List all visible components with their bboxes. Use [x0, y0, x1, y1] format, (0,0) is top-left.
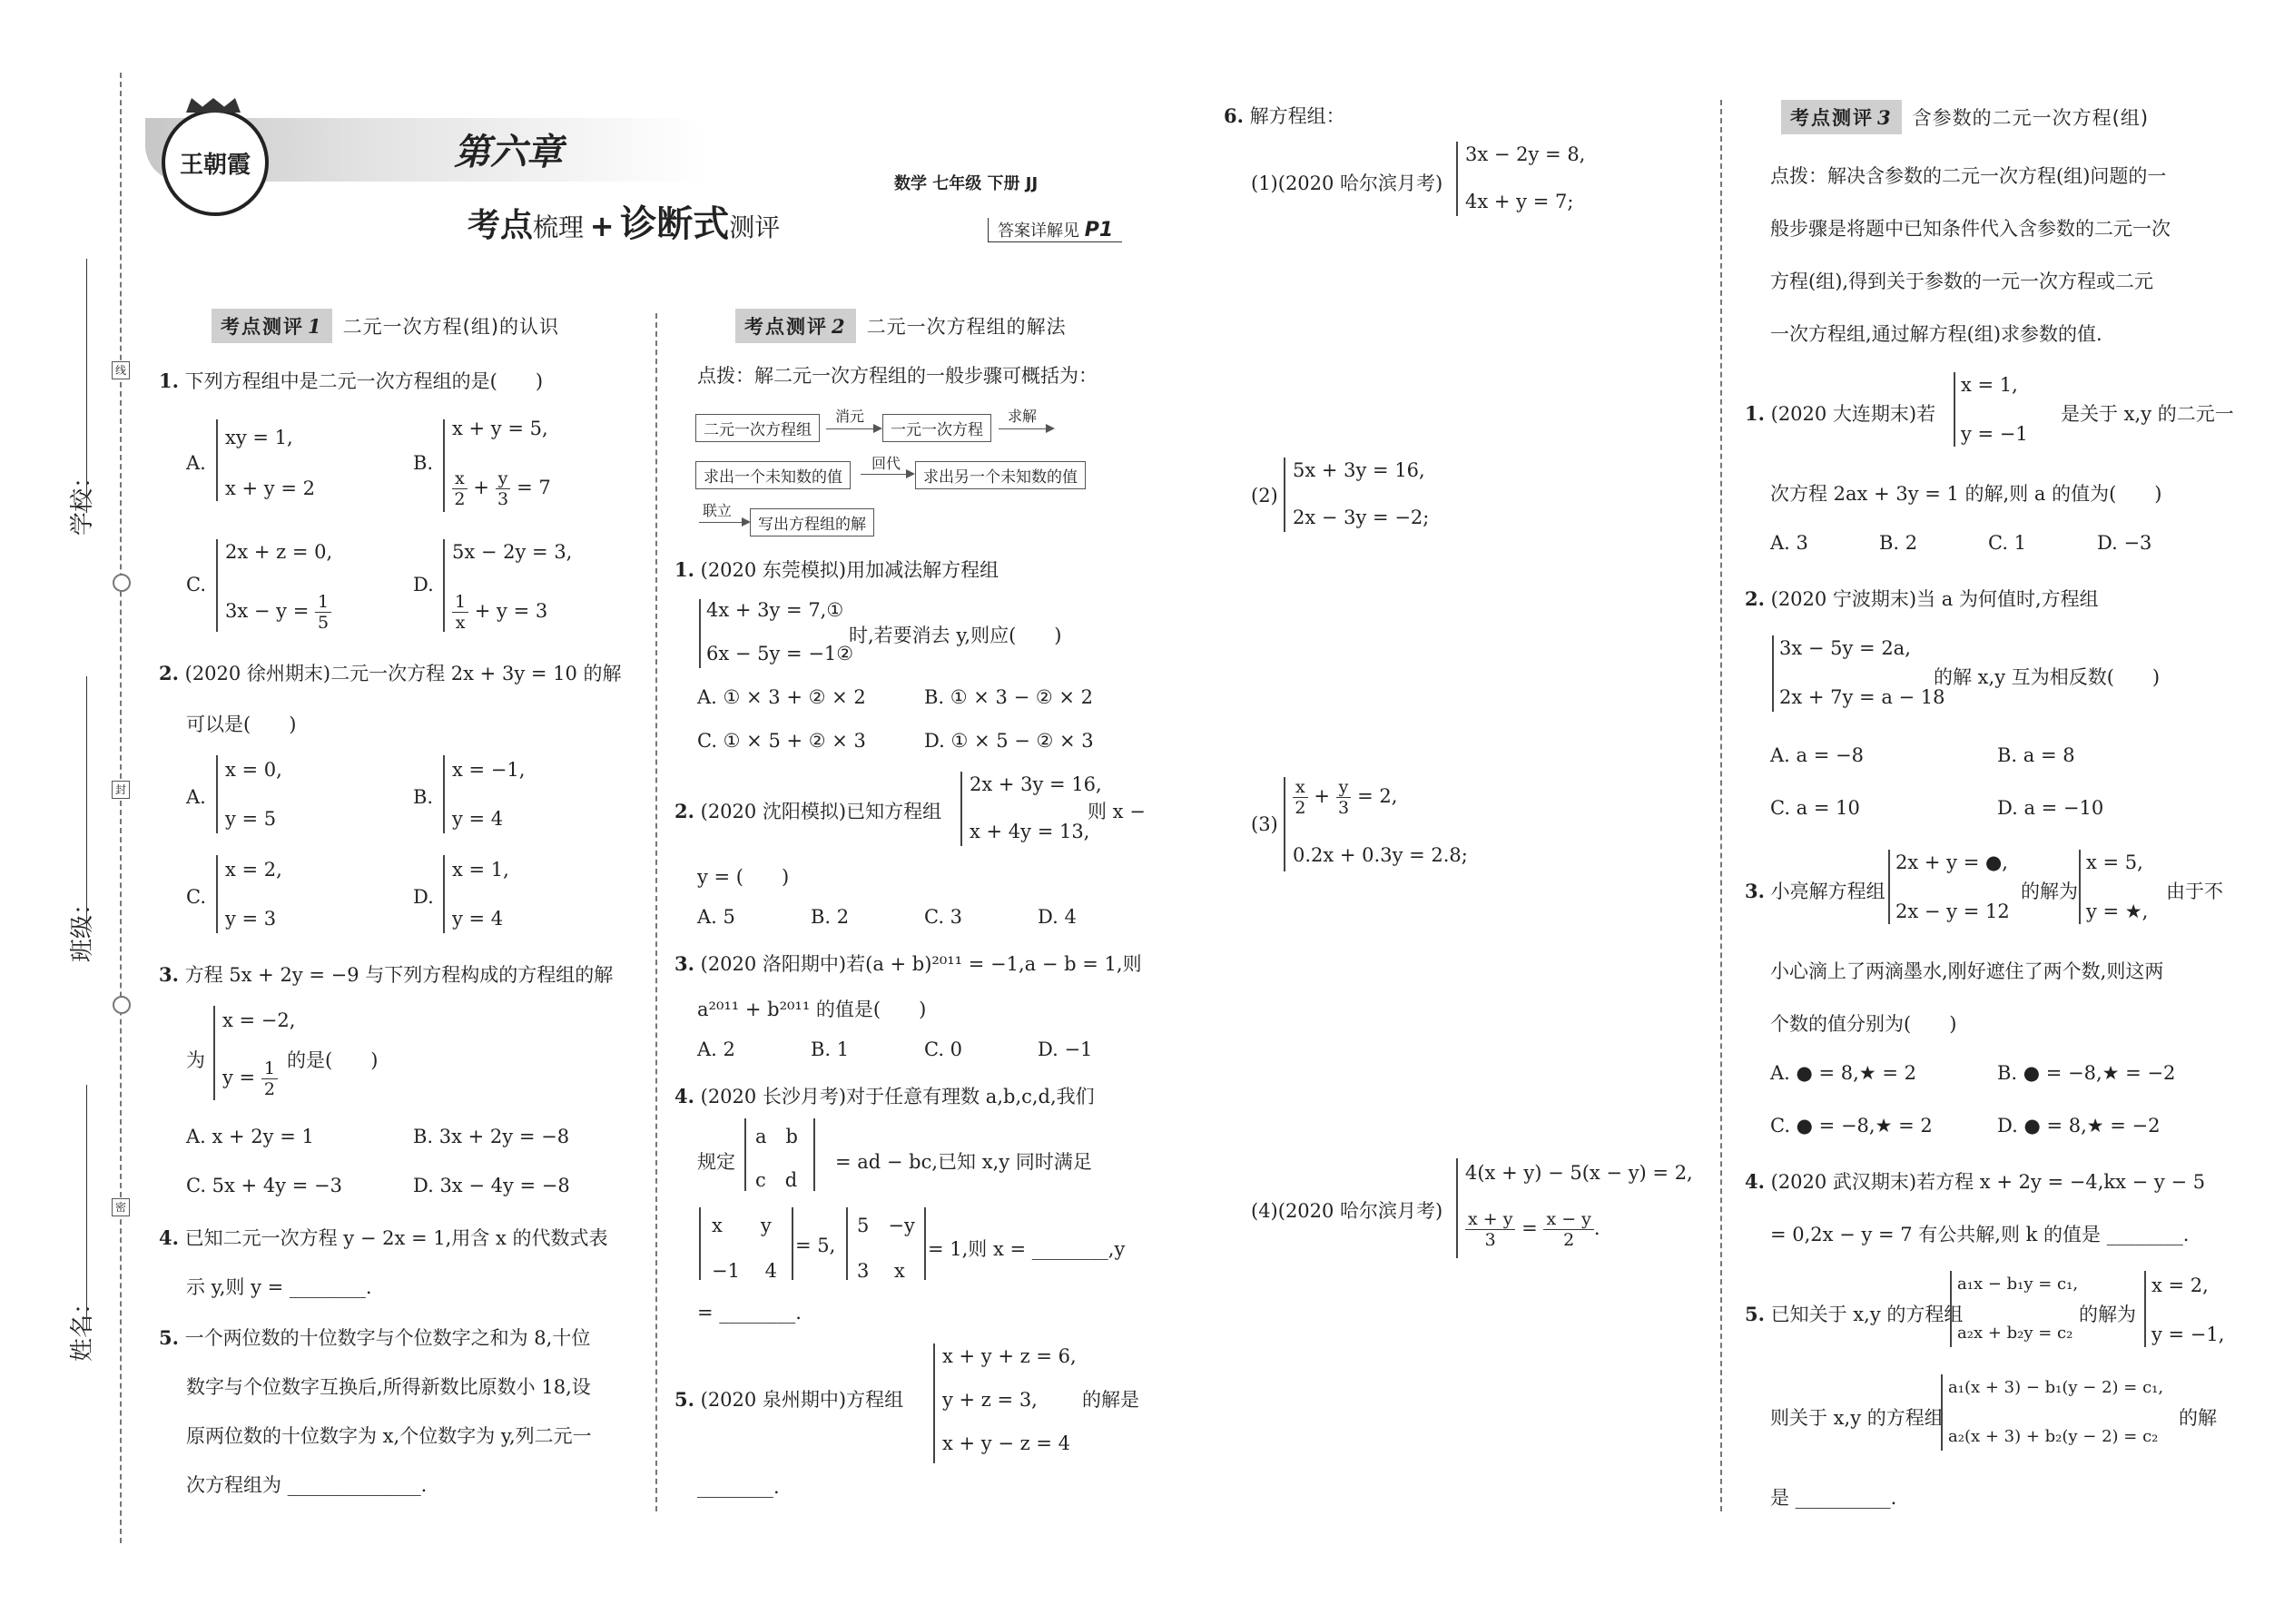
- c1-q2b: 可以是( ): [186, 714, 297, 735]
- eq: 4x + 3y = 7,①: [706, 599, 844, 621]
- c3-q6: 6. 解方程组：: [1224, 104, 1345, 127]
- choice: B. 3x + 2y = −8: [413, 1126, 570, 1147]
- choice: A. 5: [697, 906, 735, 928]
- eq: 2x + 3y = 16,: [970, 773, 1102, 795]
- eq: 5x + 3y = 16,: [1293, 459, 1425, 481]
- section-3-header: [1781, 102, 2149, 133]
- q3-mid: 的解为: [2021, 881, 2078, 902]
- flow-step-3: 求出一个未知数的值: [695, 461, 851, 489]
- eq: x = 2,: [225, 859, 282, 881]
- opt-label: A.: [186, 786, 206, 808]
- flow-label: 求解: [1008, 408, 1038, 425]
- c4-tip-1: 点拨：解决含参数的二元一次方程(组)问题的一: [1770, 165, 2167, 187]
- subject-meta: 数学 七年级 下册 JJ: [894, 174, 1039, 193]
- brace: [1456, 1158, 1458, 1258]
- choice: A. ● = 8,★ = 2: [1770, 1062, 1916, 1084]
- section-title: 二元一次方程(组)的认识: [342, 316, 560, 338]
- det-row: 5 −y: [857, 1215, 915, 1236]
- eq: 6x − 5y = −1②: [706, 643, 854, 664]
- q3-suffix: 的是( ): [287, 1049, 379, 1071]
- brace: [216, 855, 218, 933]
- eq: 5x − 2y = 3,: [452, 541, 573, 563]
- c4-q5: 5. 已知关于 x,y 的方程组: [1745, 1303, 1964, 1325]
- eq: $\frac{x}{2}$ + $\frac{y}{3}$ = 2,: [1293, 777, 1397, 818]
- brace: [216, 419, 218, 501]
- choice: D. ① × 5 − ② × 3: [924, 730, 1094, 752]
- flow-step-2: 一元一次方程: [882, 414, 991, 442]
- choice: D. 3x − 4y = −8: [413, 1175, 570, 1196]
- eq: y = 3: [225, 908, 277, 930]
- crown-icon: [186, 98, 241, 113]
- title-zhenduan: 诊断式: [620, 203, 730, 245]
- c4-tip-2: 般步骤是将题中已知条件代入含参数的二元一次: [1770, 218, 2171, 240]
- c4-q3c: 个数的值分别为( ): [1770, 1013, 1957, 1035]
- choice: A. 2: [697, 1038, 735, 1060]
- flow-step-4: 求出另一个未知数的值: [915, 461, 1086, 489]
- section-2-header: [735, 310, 1067, 341]
- choice: D. ● = 8,★ = −2: [1997, 1115, 2161, 1137]
- eq: 2x + y = ●,: [1895, 851, 2008, 873]
- section-1-header: [212, 310, 559, 341]
- brace: [216, 755, 218, 833]
- eq: a₁(x + 3) − b₁(y − 2) = c₁,: [1948, 1378, 2164, 1397]
- flow-arrow: [826, 428, 881, 429]
- eq: 3x − 2y = 8,: [1465, 143, 1586, 165]
- brace: [443, 539, 445, 632]
- c4-q1: 1. (2020 大连期末)若: [1745, 402, 1936, 425]
- side-name-label: 姓名：: [69, 1290, 96, 1362]
- choice: D. −3: [2097, 532, 2152, 554]
- c4-q4b: = 0,2x − y = 7 有公共解,则 k 的值是 ________.: [1770, 1224, 2190, 1245]
- title-kaodian: 考点: [468, 207, 534, 244]
- q5-suffix: 的解是: [1082, 1389, 1139, 1411]
- side-school-line: [86, 259, 87, 513]
- section-tag: 考点测评 1: [212, 309, 332, 343]
- det-row: c d: [755, 1169, 798, 1191]
- choice: B. 2: [811, 906, 850, 928]
- c2-q4: 4. (2020 长沙月考)对于任意有理数 a,b,c,d,我们: [674, 1085, 1095, 1107]
- brace: [1456, 142, 1458, 216]
- c2-tip: 点拨：解二元一次方程组的一般步骤可概括为：: [697, 365, 1098, 387]
- seal-mark-secret: 密: [112, 1198, 130, 1216]
- c1-q2: 2. (2020 徐州期末)二元一次方程 2x + 3y = 10 的解: [159, 662, 622, 684]
- binding-hole-icon: [113, 996, 131, 1014]
- side-class-line: [86, 676, 87, 930]
- eq: 0.2x + 0.3y = 2.8;: [1293, 844, 1468, 866]
- choice: A. x + 2y = 1: [186, 1126, 314, 1147]
- brace: [1772, 635, 1774, 712]
- eq: $\frac{x + y}{3}$ = $\frac{x - y}{2}$ .: [1465, 1209, 1600, 1250]
- eq: 2x − y = 12: [1895, 901, 2010, 922]
- opt-label: D.: [413, 574, 434, 595]
- choice: C. a = 10: [1770, 797, 1860, 819]
- eq: 2x + z = 0,: [225, 541, 333, 563]
- opt-label: A.: [186, 452, 206, 474]
- side-name-line: [86, 1085, 87, 1330]
- title-shuli: 梳理: [533, 212, 585, 242]
- eq: 3x − 5y = 2a,: [1779, 637, 1911, 659]
- eq: 3x − y = $\frac{1}{5}$: [225, 592, 331, 633]
- column-divider-2: [1720, 100, 1722, 1511]
- header-title: [468, 195, 780, 247]
- binding-line: [120, 73, 122, 1543]
- binding-hole-icon: [113, 574, 131, 592]
- eq: x + y = 5,: [452, 418, 548, 439]
- seal-mark-line: 线: [112, 361, 130, 379]
- brace: [1888, 850, 1890, 924]
- brace: [960, 772, 962, 846]
- c4-q4: 4. (2020 武汉期末)若方程 x + 2y = −4,kx − y − 5: [1745, 1170, 2206, 1193]
- opt-label: B.: [413, 786, 434, 808]
- part-label: (2): [1251, 485, 1278, 507]
- eq: x = 2,: [2151, 1275, 2209, 1296]
- c2-q2b: y = ( ): [697, 866, 790, 888]
- choice: D. −1: [1038, 1038, 1093, 1060]
- q3-suffix: 由于不: [2166, 881, 2223, 902]
- choice: B. ● = −8,★ = −2: [1997, 1062, 2176, 1084]
- choice: B. a = 8: [1997, 744, 2075, 766]
- brace: [2144, 1271, 2146, 1347]
- brace: [2079, 850, 2081, 924]
- choice: C. 0: [924, 1038, 963, 1060]
- answer-ref-label: 答案详解见: [998, 221, 1079, 241]
- q4-prefix: 规定: [697, 1151, 735, 1173]
- c2-q5b: ________.: [697, 1476, 780, 1498]
- brace: [213, 1006, 215, 1100]
- title-plus: +: [589, 209, 615, 243]
- eq: x + 4y = 13,: [970, 821, 1090, 842]
- choice: B. 2: [1879, 532, 1918, 554]
- eq: x + y = 2: [225, 477, 315, 499]
- answer-page: P1: [1084, 219, 1114, 241]
- eq: 4(x + y) − 5(x − y) = 2,: [1465, 1162, 1693, 1184]
- eq: 2x + 7y = a − 18: [1779, 686, 1945, 708]
- c4-q3b: 小心滴上了两滴墨水,刚好遮住了两个数,则这两: [1770, 960, 2164, 982]
- eq: $\frac{1}{x}$ + y = 3: [452, 592, 547, 633]
- choice: B. ① × 3 − ② × 2: [924, 686, 1093, 708]
- part-label: (1)(2020 哈尔滨月考): [1251, 172, 1443, 194]
- det-row: x y: [712, 1215, 772, 1236]
- eq: x + y + z = 6,: [942, 1345, 1077, 1367]
- eq: x + y − z = 4: [942, 1432, 1070, 1454]
- opt-label: B.: [413, 452, 434, 474]
- eq: $\frac{x}{2}$ + $\frac{y}{3}$ = 7: [452, 468, 551, 509]
- brace: [216, 539, 218, 632]
- c4-q2: 2. (2020 宁波期末)当 a 为何值时,方程组: [1745, 587, 2099, 610]
- choice: B. 1: [811, 1038, 850, 1060]
- eq: a₁x − b₁y = c₁,: [1957, 1275, 2079, 1294]
- brace: [443, 755, 445, 833]
- eq: y = 4: [452, 808, 504, 830]
- flow-label: 消元: [835, 408, 865, 425]
- eq: y + z = 3,: [942, 1389, 1038, 1411]
- section-tag: 考点测评 2: [735, 309, 856, 343]
- q5-suffix: 的解: [2179, 1407, 2217, 1429]
- q5-mid: 的解为: [2079, 1304, 2136, 1325]
- eq: x = 0,: [225, 759, 282, 781]
- eq: x = −2,: [222, 1009, 296, 1031]
- eq: y = −1: [1961, 423, 2028, 445]
- eq: x = −1,: [452, 759, 526, 781]
- eq: x = 1,: [452, 859, 509, 881]
- choice: A. a = −8: [1770, 744, 1864, 766]
- eq: y = ★,: [2086, 901, 2149, 922]
- c2-q2: 2. (2020 沈阳模拟)已知方程组: [674, 800, 942, 822]
- eq: a₂x + b₂y = c₂: [1957, 1324, 2073, 1343]
- eq: 4x + y = 7;: [1465, 191, 1574, 212]
- choice: C. 5x + 4y = −3: [186, 1175, 342, 1196]
- part-label: (3): [1251, 813, 1278, 835]
- c2-q5: 5. (2020 泉州期中)方程组: [674, 1388, 904, 1411]
- brace: [1284, 458, 1285, 532]
- c4-q1b: 次方程 2ax + 3y = 1 的解,则 a 的值为( ): [1770, 483, 2162, 505]
- choice: C. ● = −8,★ = 2: [1770, 1115, 1933, 1137]
- choice: C. 1: [1988, 532, 2027, 554]
- flow-step-5: 写出方程组的解: [750, 508, 874, 536]
- brace: [699, 599, 701, 668]
- choice: A. ① × 3 + ② × 2: [697, 686, 866, 708]
- q3-prefix: 为: [186, 1049, 205, 1071]
- section-title: 含参数的二元一次方程(组): [1912, 107, 2150, 129]
- c1-q4b: 示 y,则 y = ________.: [186, 1276, 372, 1298]
- eq: y = 5: [225, 808, 277, 830]
- title-cepin: 测评: [729, 212, 781, 242]
- flow-arrow: [999, 428, 1053, 429]
- choice: A. 3: [1770, 532, 1808, 554]
- c2-q3: 3. (2020 洛阳期中)若(a + b)²⁰¹¹ = −1,a − b = 1,则: [674, 952, 1142, 975]
- c2-q1: 1. (2020 东莞模拟)用加减法解方程组: [674, 558, 999, 581]
- logo-text: 王朝霞: [179, 151, 251, 179]
- column-divider-1: [655, 313, 657, 1511]
- det-row: −1 4: [712, 1260, 777, 1282]
- c1-q5b: 数字与个位数字互换后,所得新数比原数小 18,设: [186, 1376, 591, 1398]
- c1-q1: 1. 下列方程组中是二元一次方程组的是( ): [159, 369, 544, 392]
- side-school-label: 学校：: [69, 464, 96, 536]
- c4-tip-4: 一次方程组,通过解方程(组)求参数的值.: [1770, 323, 2102, 345]
- det-eq: = 5,: [795, 1235, 836, 1256]
- choice: C. ① × 5 + ② × 3: [697, 730, 866, 752]
- c4-q5b: 则关于 x,y 的方程组: [1770, 1407, 1944, 1429]
- side-class-label: 班级：: [69, 891, 96, 962]
- q4-definition: = ad − bc,已知 x,y 同时满足: [835, 1151, 1092, 1173]
- eq: a₂(x + 3) + b₂(y − 2) = c₂: [1948, 1427, 2159, 1446]
- c4-q5c: 是 __________.: [1770, 1487, 1897, 1509]
- eq: y = −1,: [2151, 1324, 2225, 1345]
- det-row: a b: [755, 1126, 798, 1147]
- q2-suffix: 的解 x,y 互为相反数( ): [1934, 666, 2161, 688]
- q2-suffix: 则 x −: [1088, 801, 1146, 822]
- brace: [443, 855, 445, 933]
- brace: [933, 1343, 935, 1463]
- logo-seal: [162, 109, 269, 216]
- brace: [1284, 777, 1285, 871]
- opt-label: D.: [413, 886, 434, 908]
- det-row: 3 x: [857, 1260, 905, 1282]
- c2-q4-last: = ________.: [697, 1302, 802, 1324]
- flow-arrow: [699, 522, 749, 523]
- q1-suffix: 是关于 x,y 的二元一: [2061, 403, 2234, 425]
- c1-q4: 4. 已知二元一次方程 y − 2x = 1,用含 x 的代数式表: [159, 1226, 608, 1249]
- c1-q5d: 次方程组为 ______________.: [186, 1474, 428, 1496]
- flow-step-1: 二元一次方程组: [695, 414, 820, 442]
- brace: [1954, 372, 1955, 447]
- flow-label: 回代: [871, 455, 901, 472]
- flow-arrow: [861, 474, 913, 475]
- brace: [1941, 1374, 1943, 1451]
- eq: y = $\frac{1}{2}$: [222, 1058, 278, 1099]
- c1-q5c: 原两位数的十位数字为 x,个位数字为 y,列二元一: [186, 1425, 592, 1447]
- c1-q5: 5. 一个两位数的十位数字与个位数字之和为 8,十位: [159, 1326, 591, 1349]
- q1-suffix: 时,若要消去 y,则应( ): [849, 625, 1062, 646]
- c4-tip-3: 方程(组),得到关于参数的一元一次方程或二元: [1770, 271, 2154, 292]
- brace: [1950, 1271, 1952, 1347]
- part-label: (4)(2020 哈尔滨月考): [1251, 1200, 1443, 1222]
- section-title: 二元一次方程组的解法: [866, 316, 1067, 338]
- c4-q3: 3. 小亮解方程组: [1745, 880, 1885, 902]
- eq: y = 4: [452, 908, 504, 930]
- choice: D. a = −10: [1997, 797, 2104, 819]
- c1-q3: 3. 方程 5x + 2y = −9 与下列方程构成的方程组的解: [159, 963, 614, 986]
- brace: [443, 419, 445, 512]
- flow-label: 联立: [703, 502, 733, 519]
- eq: 2x − 3y = −2;: [1293, 507, 1430, 528]
- section-tag: 考点测评 3: [1781, 100, 1902, 134]
- c2-q3b: a²⁰¹¹ + b²⁰¹¹ 的值是( ): [697, 999, 927, 1020]
- chapter-title: 第六章: [454, 132, 563, 173]
- eq: x = 5,: [2086, 851, 2143, 873]
- eq: xy = 1,: [225, 427, 293, 448]
- choice: C. 3: [924, 906, 963, 928]
- det-eq: = 1,则 x = ________,y: [928, 1238, 1126, 1260]
- opt-label: C.: [186, 574, 206, 595]
- choice: D. 4: [1038, 906, 1077, 928]
- answer-reference: [988, 218, 1122, 242]
- eq: x = 1,: [1961, 374, 2018, 396]
- seal-mark-seal: 封: [112, 781, 130, 799]
- opt-label: C.: [186, 886, 206, 908]
